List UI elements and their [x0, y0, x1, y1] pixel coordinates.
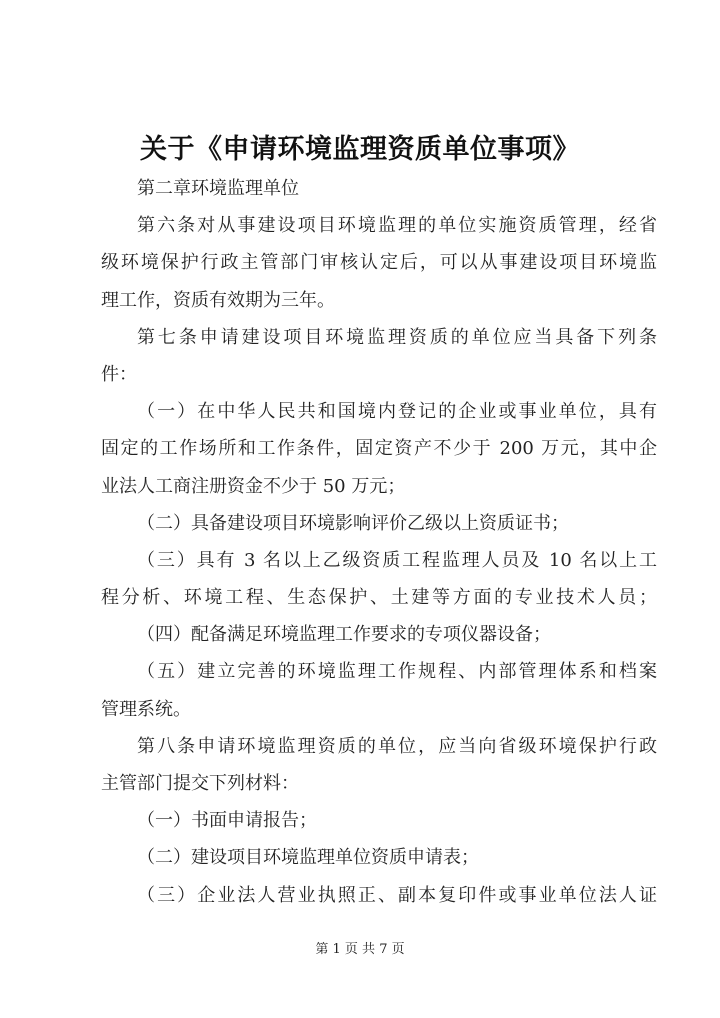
paragraph: [101, 546, 657, 620]
text-line: 第七条申请建设项目环境监理资质的单位应当具备下列条: [137, 326, 657, 348]
text-line: 程分析、环境工程、生态保护、土建等方面的专业技术人员；: [101, 587, 657, 609]
paragraph: [101, 397, 657, 509]
paragraph: [101, 323, 657, 397]
text-line: （四）配备满足环境监理工作要求的专项仪器设备；: [137, 624, 551, 646]
paragraph: [101, 620, 657, 657]
text-line: （一）在中华人民共和国境内登记的企业或事业单位，具有: [137, 401, 657, 423]
text-line: （三）具有 3 名以上乙级资质工程监理人员及 10 名以上工: [137, 549, 657, 571]
paragraph: [101, 732, 657, 806]
text-line: （三）企业法人营业执照正、副本复印件或事业单位法人证: [137, 884, 657, 906]
document-title: 关于《申请环境监理资质单位事项》: [140, 134, 580, 165]
text-line: 理工作，资质有效期为三年。: [101, 289, 335, 311]
text-line: （五）建立完善的环境监理工作规程、内部管理体系和档案: [137, 661, 657, 683]
paragraph: [101, 509, 657, 546]
paragraph: [101, 881, 657, 918]
text-line: 主管部门提交下列材料：: [101, 773, 299, 794]
text-line: 件：: [101, 363, 137, 385]
text-line: 第二章环境监理单位: [137, 178, 299, 199]
page-footer: 第 1 页 共 7 页: [315, 942, 405, 957]
paragraph: [101, 843, 657, 880]
text-line: 第八条申请环境监理资质的单位，应当向省级环境保护行政: [137, 735, 657, 757]
text-line: （二）具备建设项目环境影响评价乙级以上资质证书；: [137, 512, 569, 534]
paragraph: [101, 657, 657, 731]
paragraph: [101, 174, 657, 211]
text-line: （二）建设项目环境监理单位资质申请表；: [137, 847, 479, 869]
text-line: 级环境保护行政主管部门审核认定后，可以从事建设项目环境监: [101, 252, 657, 274]
text-line: （一）书面申请报告；: [137, 810, 317, 832]
paragraph: [101, 211, 657, 323]
text-line: 业法人工商注册资金不少于 50 万元；: [101, 475, 406, 497]
text-line: 固定的工作场所和工作条件，固定资产不少于 200 万元，其中企: [101, 438, 657, 460]
paragraph: [101, 806, 657, 843]
text-line: 管理系统。: [101, 698, 191, 720]
text-line: 第六条对从事建设项目环境监理的单位实施资质管理，经省: [137, 215, 657, 237]
document-body: [101, 174, 657, 918]
